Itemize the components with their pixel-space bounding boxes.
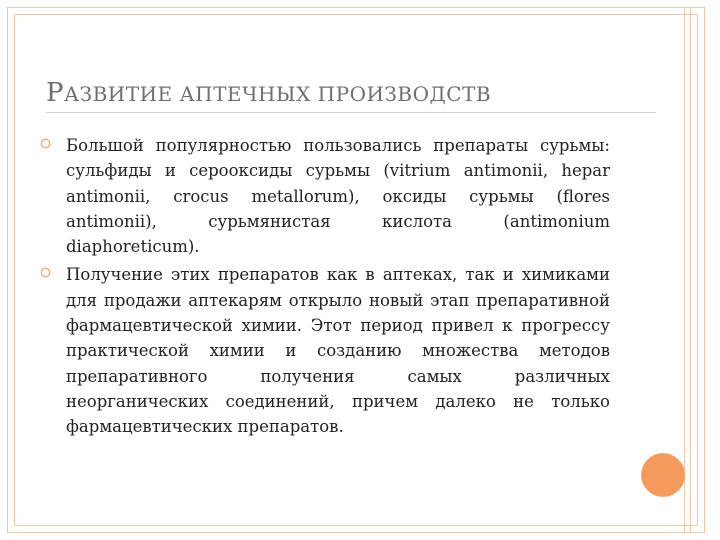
slide-title-initial: Р [46,78,64,108]
list-item [38,133,610,259]
bullet-text: Получение этих препаратов как в аптеках, так и химиками для продажи аптекарям открыло новый этап препаративной фармацевтической химии. Этот период привел к прогрессу практической химии и созданию множества методов препаративного получения самых различных неорганических соединений, причем далеко не только фармацевтических препаратов. [66,265,610,437]
decorative-vertical-line [690,7,691,533]
decorative-vertical-line [684,7,685,533]
hollow-circle-bullet-icon [40,267,51,278]
title-divider [46,112,656,113]
hollow-circle-bullet-icon [40,138,51,149]
bullet-text: Большой популярностью пользовались препараты сурьмы: сульфиды и серооксиды сурьмы (vitrium antimonii, hepar antimonii, crocus metallorum), оксиды сурьмы (flores antimonii), сурьмянистая кислота (antimonium diaphoreticum). [66,136,610,257]
slide-title-rest: АЗВИТИЕ АПТЕЧНЫХ ПРОИЗВОДСТВ [64,82,492,106]
decorative-orange-circle [641,453,685,497]
slide-title [46,78,491,108]
bullet-list [38,133,610,443]
list-item [38,262,610,439]
